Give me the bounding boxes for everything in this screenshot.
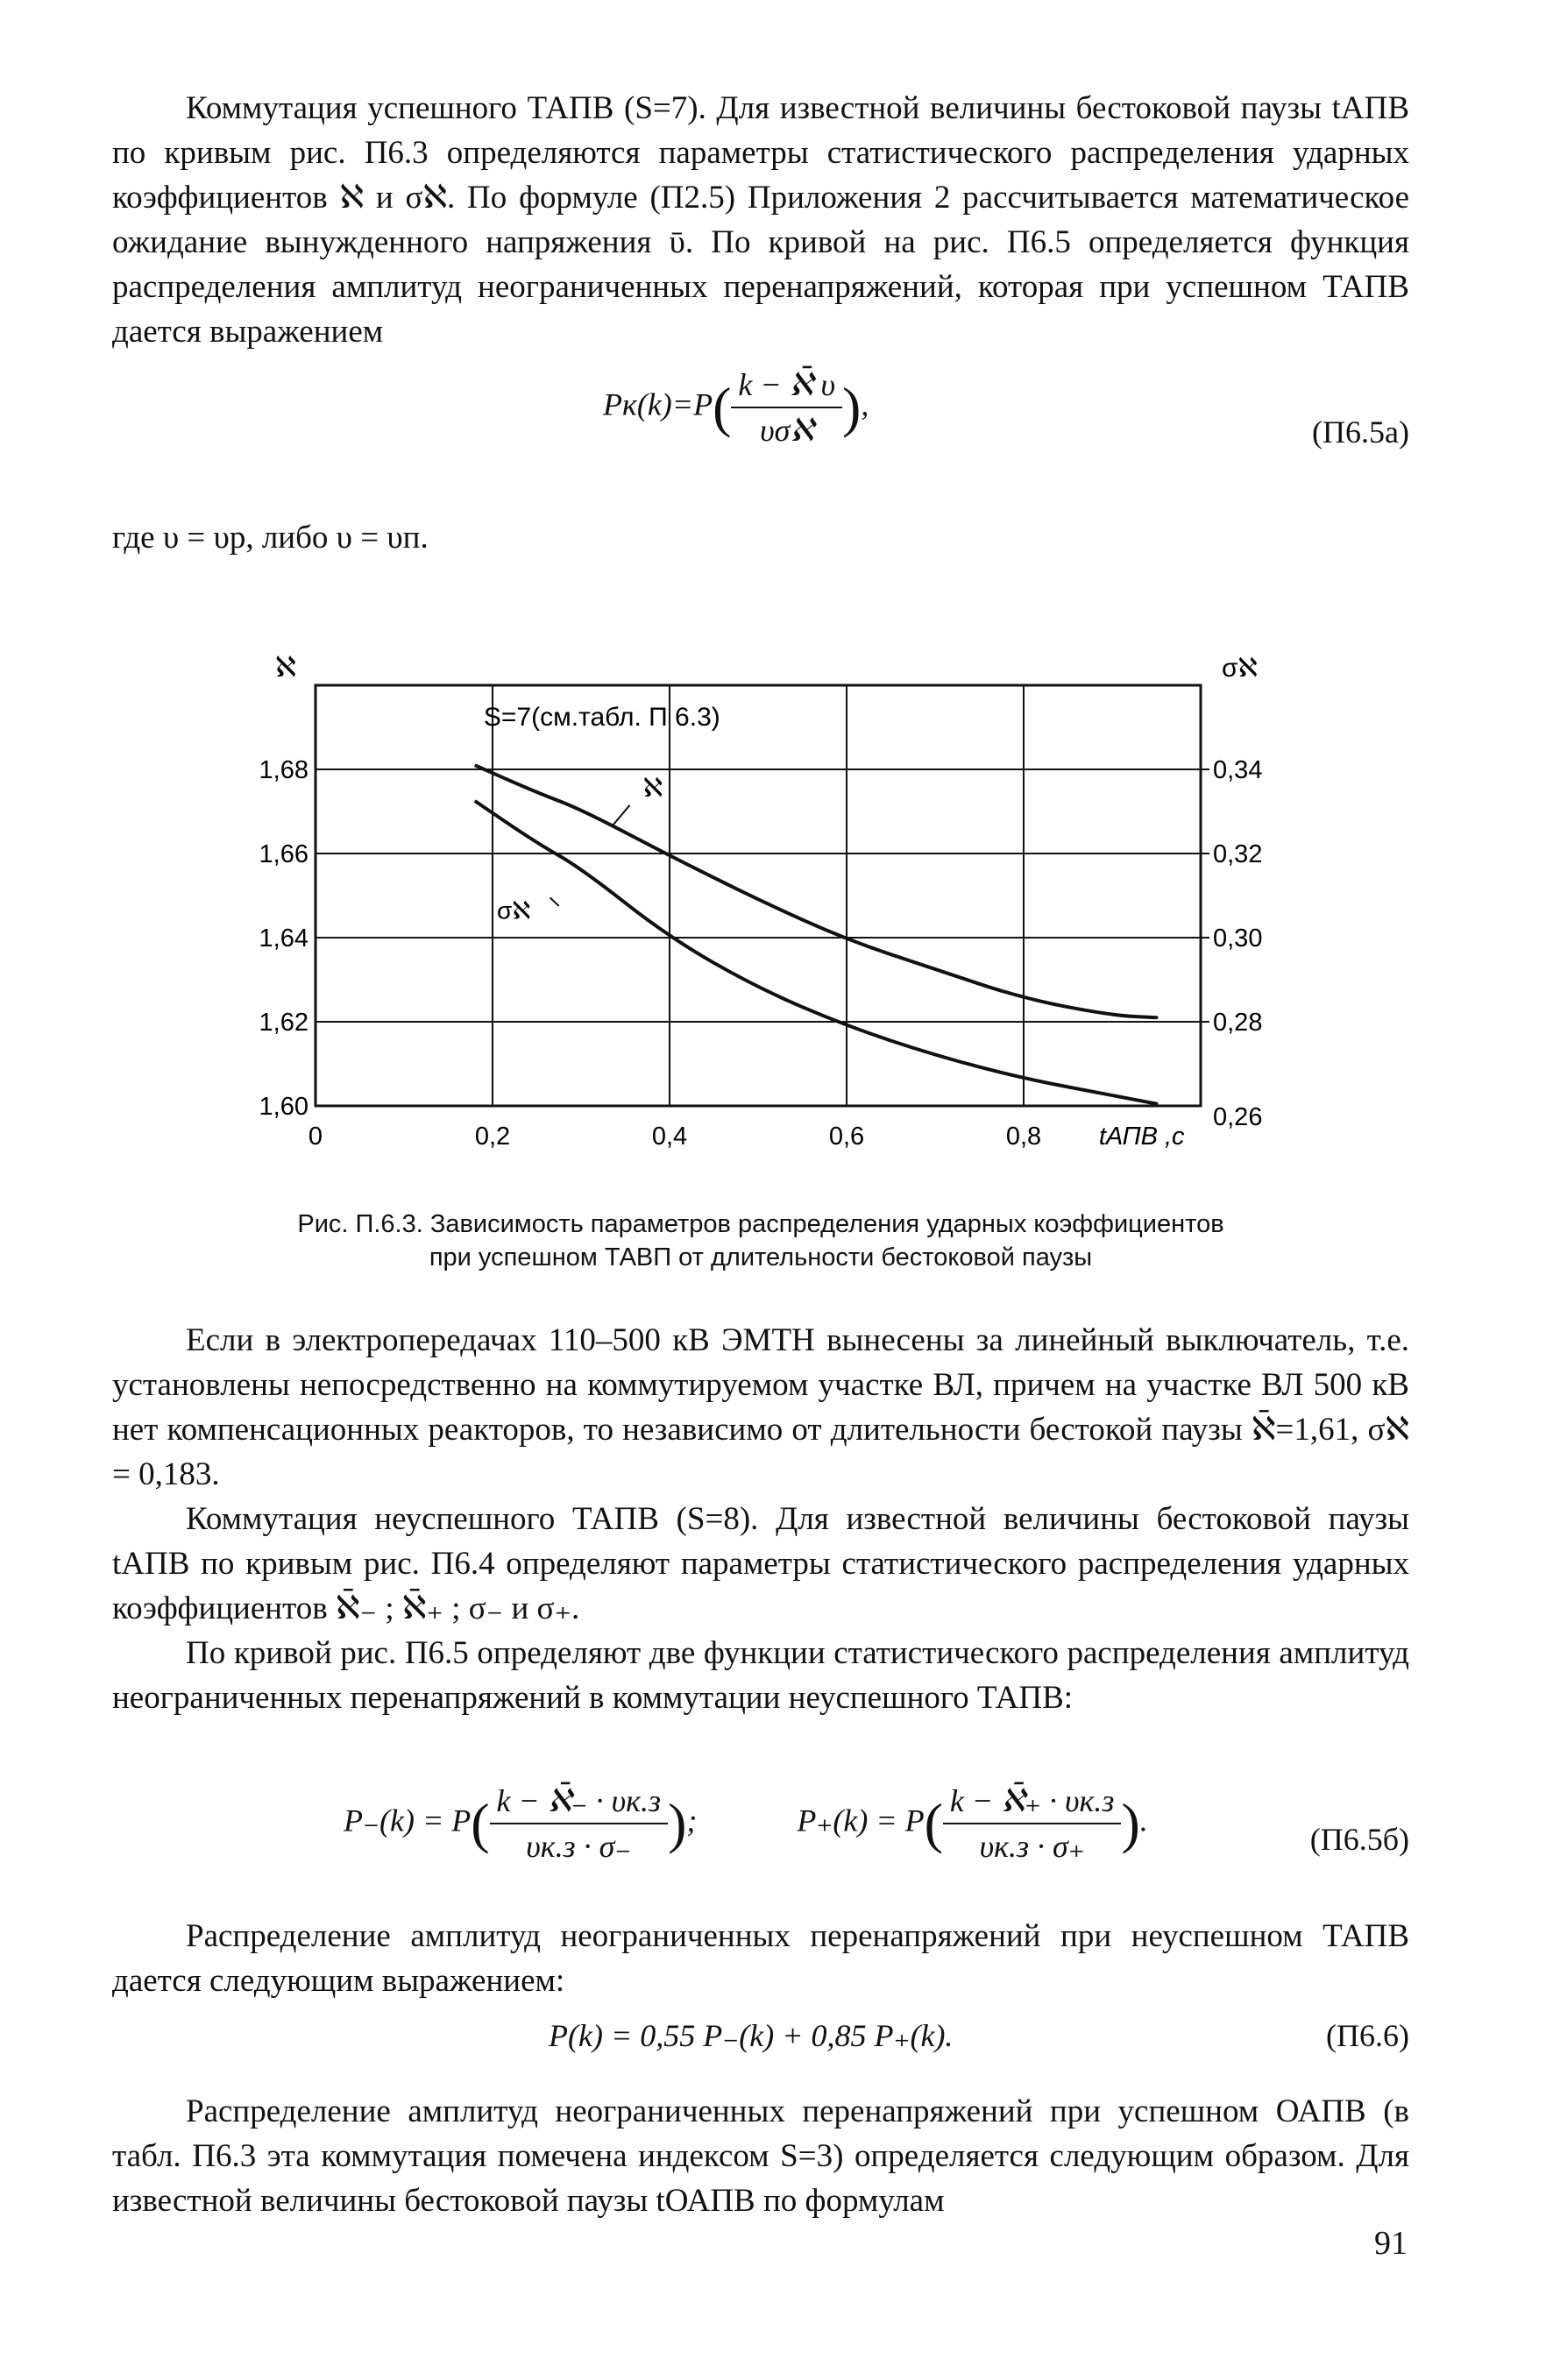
where-text: где υ = υр, либо υ = υп.	[112, 520, 429, 556]
figure-p6-3-chart	[237, 629, 1315, 1174]
equation-label-p6-5a: (П6.5а)	[1312, 414, 1409, 450]
formula-p6-5a-numerator: k − ℵ̄ υ	[731, 366, 842, 408]
formula-p6-5b-fraction-minus	[490, 1782, 669, 1865]
paragraph-oapv: Распределение амплитуд неограниченных перенапряжений при успешном ОАПВ (в табл. П6.3 эта коммутация помечена индексом S=3) определяется следующим образом. Для известной величины бестоковой паузы tОАПВ по формулам	[112, 2093, 1409, 2219]
figure-caption-line-1: Рис. П.6.3. Зависимость параметров распределения ударных коэффициентов	[297, 1210, 1224, 1238]
y-right-tick-label: 0,28	[1213, 1009, 1263, 1037]
plot-frame	[316, 685, 1201, 1106]
paragraph-two-functions: По кривой рис. П6.5 определяют две функции статистического распределения амплитуд неограниченных перенапряжений в коммутации неуспешного ТАПВ:	[112, 1635, 1409, 1716]
paragraph-tapv-success: Коммутация успешного ТАПВ (S=7). Для известной величины бестоковой паузы tАПВ по кривым рис. П6.3 определяются параметры статистического распределения ударных коэффициентов ℵ и σℵ. По формуле (П2.5) Приложения 2 рассчитывается математическое ожидание вынужденного напряжения ῡ. По кривой на рис. П6.5 определяется функция распределения амплитуд неограниченных перенапряжений, которая при успешном ТАПВ дается выражением	[112, 90, 1409, 350]
formula-p6-5b: P₋(k) = P( $\frac{\text{k − ℵ̄₋ · υк.з}}{\upsilon к.з \cdot \sigma_-}$ ); P₊(k) = P( $\frac{\text{k − ℵ̄₊ · υк.з}}{\upsilon к.з \cdot \sigma_+}$ ).	[344, 1783, 1148, 1864]
sigma-label-leader	[550, 897, 559, 906]
y-right-tick-label: 0,30	[1213, 924, 1263, 953]
y-right-tick-label: 0,32	[1213, 840, 1263, 868]
x-tick-label: 0,2	[474, 1123, 511, 1151]
formula-p6-5b-fraction-plus	[943, 1782, 1122, 1865]
page-number: 91	[1374, 2225, 1408, 2262]
paragraph-tapv-failure: Коммутация неуспешного ТАПВ (S=8). Для известной величины бестоковой паузы tАПВ по кривым рис. П6.4 определяют параметры статистического распределения ударных коэффициентов ℵ̄₋ ; ℵ̄₊ ; σ₋ и σ₊.	[112, 1501, 1409, 1626]
y-left-tick-label: 1,66	[259, 840, 308, 868]
body-text-lower	[112, 1914, 1409, 2003]
formula-p6-5b-tail: .	[1139, 1803, 1148, 1838]
formula-p6-5b-denominator-plus: υк.з · σ₊	[979, 1829, 1085, 1864]
formula-p6-6: P(k) = 0,55 P₋(k) + 0,85 P₊(k).	[549, 2018, 954, 2053]
formula-p6-5a-tail: ,	[861, 386, 869, 422]
series-label-sigma: σℵ	[497, 896, 531, 924]
y-left-tick-label: 1,68	[259, 756, 308, 784]
paragraph-emtn: Если в электропередачах 110–500 кВ ЭМТН вынесены за линейный выключатель, т.е. установлены непосредственно на коммутируемом участке ВЛ, причем на участке ВЛ 500 кВ нет компенсационных реакторов, то независимо от длительности бестокой паузы ℵ̄=1,61, σℵ = 0,183.	[112, 1322, 1409, 1492]
formula-p6-5a-denominator: υσℵ	[760, 413, 814, 448]
chart-grid	[316, 685, 1209, 1106]
formula-p6-5b-separator: ;	[686, 1803, 698, 1838]
formula-p6-5b-denominator-minus: υк.з · σ₋	[526, 1829, 632, 1864]
series-line-aleph	[475, 765, 1157, 1017]
body-text-bottom	[112, 2089, 1409, 2223]
series-line-sigma	[475, 801, 1157, 1104]
y-left-tick-label: 1,62	[259, 1009, 308, 1037]
equation-label-p6-5b: (П6.5б)	[1309, 1822, 1409, 1857]
body-text-middle	[112, 1318, 1409, 1720]
chart-title: S=7(см.табл. П 6.3)	[483, 703, 720, 732]
x-axis-label: tАПВ ,c	[1098, 1123, 1185, 1151]
y-left-tick-label: 1,60	[259, 1093, 308, 1121]
formula-p6-5b-lhs-plus: P₊(k) = P	[797, 1803, 925, 1838]
formula-p6-5b-numerator-plus: k − ℵ̄₊ · υк.з	[943, 1782, 1122, 1824]
y-axis-left-label: ℵ	[275, 651, 296, 683]
formula-p6-5a-fraction	[731, 366, 842, 449]
x-tick-label: 0,4	[651, 1123, 688, 1151]
equation-label-p6-6: (П6.6)	[1326, 2018, 1409, 2053]
formula-p6-5b-numerator-minus: k − ℵ̄₋ · υк.з	[490, 1782, 669, 1824]
formula-p6-5a-lhs: Pк(k)=P	[603, 386, 713, 422]
y-right-tick-label: 0,34	[1213, 756, 1263, 784]
figure-caption	[112, 1208, 1409, 1274]
figure-caption-line-2: при успешном ТАВП от длительности бестоковой паузы	[429, 1243, 1093, 1271]
chart-curves	[475, 765, 1157, 1103]
y-axis-right-label: σℵ	[1222, 654, 1258, 683]
x-tick-label: 0,8	[1005, 1123, 1042, 1151]
body-text-top	[112, 86, 1409, 354]
y-right-tick-label: 0,26	[1213, 1103, 1263, 1131]
paragraph-failure-distribution: Распределение амплитуд неограниченных перенапряжений при неуспешном ТАПВ дается следующим выражением:	[112, 1918, 1409, 1999]
x-tick-label: 0	[308, 1123, 323, 1151]
y-left-tick-label: 1,64	[259, 924, 308, 953]
formula-p6-5b-lhs-minus: P₋(k) = P	[344, 1803, 472, 1838]
where-line	[112, 515, 1409, 560]
formula-p6-5a: Pк(k)=P( $\frac{\text{k − ℵ̄ υ}}{\text{υσℵ}}$ ),	[603, 367, 869, 448]
aleph-label-leader	[612, 805, 629, 826]
series-label-aleph: ℵ	[642, 774, 663, 804]
x-tick-label: 0,6	[828, 1123, 865, 1151]
